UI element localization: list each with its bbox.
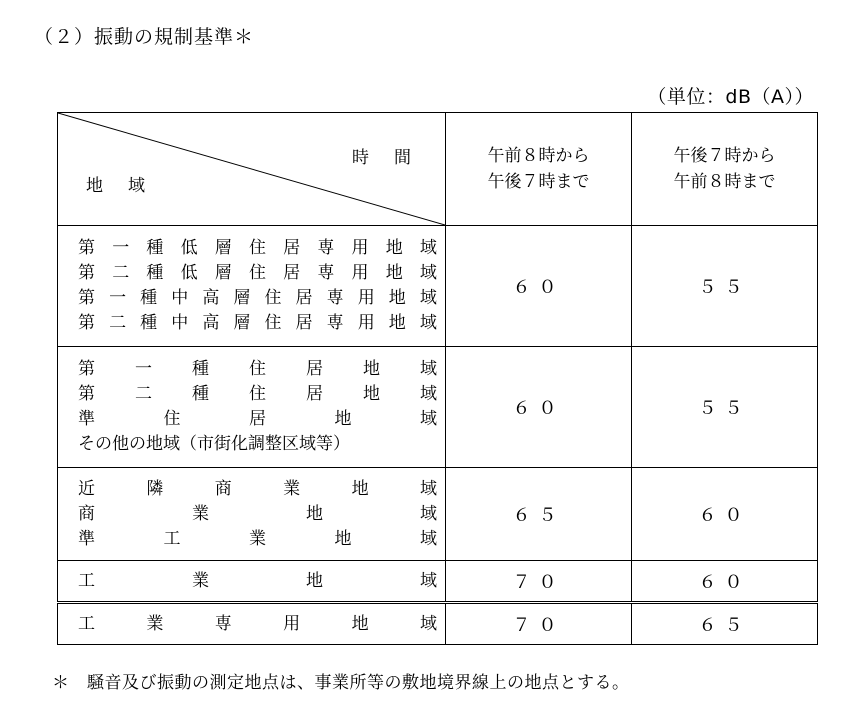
area-char: 地 <box>388 313 406 333</box>
area-char: 業 <box>283 478 301 499</box>
area-name <box>78 236 437 261</box>
table-row <box>58 603 818 645</box>
area-char: 第 <box>78 359 95 379</box>
area-char: 第 <box>78 263 95 283</box>
area-char: 域 <box>419 263 437 283</box>
area-char: 用 <box>351 238 369 258</box>
area-cell <box>58 468 446 561</box>
area-char: 業 <box>192 503 209 524</box>
area-char: 地 <box>351 613 369 634</box>
diagonal-header-cell <box>58 113 446 226</box>
area-char: 準 <box>78 528 95 549</box>
nighttime-limit: ６０ <box>632 468 818 561</box>
area-char: 第 <box>78 384 95 404</box>
area-char: 域 <box>420 409 437 429</box>
area-char: 層 <box>233 288 251 308</box>
area-char: 地 <box>334 528 352 549</box>
table-row <box>58 347 818 468</box>
area-char: 中 <box>171 313 189 333</box>
area-char: 用 <box>357 288 375 308</box>
area-cell <box>58 347 446 468</box>
area-name <box>78 357 437 382</box>
area-char: 域 <box>420 503 437 524</box>
area-char: 地 <box>334 409 352 429</box>
area-char: 業 <box>249 528 266 549</box>
diagonal-line <box>58 113 445 225</box>
area-char: 層 <box>214 238 232 258</box>
area-char: 層 <box>233 313 251 333</box>
area-char: 地 <box>306 570 323 591</box>
area-cell <box>58 603 446 645</box>
area-char: 種 <box>146 263 164 283</box>
area-name <box>78 502 437 527</box>
area-char: 二 <box>109 313 127 333</box>
area-char: 一 <box>112 238 130 258</box>
daytime-limit: ６５ <box>446 468 632 561</box>
area-char: 地 <box>385 238 403 258</box>
area-name <box>78 261 437 286</box>
area-char: 種 <box>140 288 158 308</box>
area-char: 用 <box>357 313 375 333</box>
area-char: 域 <box>420 528 437 549</box>
area-char: 用 <box>283 613 301 634</box>
area-char: 二 <box>135 384 152 404</box>
area-name <box>78 569 437 594</box>
area-char: 用 <box>351 263 369 283</box>
vibration-standards-table <box>57 112 818 645</box>
area-char: 低 <box>180 238 198 258</box>
area-name <box>78 527 437 552</box>
area-char: 住 <box>249 359 266 379</box>
area-char: 居 <box>306 359 323 379</box>
area-char: 工 <box>163 528 181 549</box>
area-char: 種 <box>192 359 209 379</box>
area-char: 中 <box>171 288 189 308</box>
area-char: 商 <box>214 478 232 499</box>
area-char: 専 <box>317 263 335 283</box>
area-char: 地 <box>306 503 323 524</box>
area-char: 域 <box>419 288 437 308</box>
area-char: 地 <box>363 359 380 379</box>
area-name <box>78 311 437 336</box>
area-char: 住 <box>264 313 282 333</box>
area-char: 種 <box>140 313 158 333</box>
area-char: 住 <box>248 238 266 258</box>
area-char: 高 <box>202 288 220 308</box>
area-char: 層 <box>214 263 232 283</box>
area-char: 居 <box>295 288 313 308</box>
area-char: 専 <box>326 313 344 333</box>
area-char: 商 <box>78 503 95 524</box>
area-char: 地 <box>363 384 380 404</box>
area-char: 二 <box>112 263 130 283</box>
nighttime-limit: ６０ <box>632 561 818 603</box>
daytime-limit: ６０ <box>446 347 632 468</box>
area-char: 住 <box>264 288 282 308</box>
area-char: 工 <box>78 613 95 634</box>
header-area-label: 地 域 <box>86 176 149 196</box>
area-char: 地 <box>385 263 403 283</box>
header-daytime <box>446 113 632 226</box>
area-char: 居 <box>283 238 301 258</box>
daytime-limit: ７０ <box>446 603 632 645</box>
area-char: 低 <box>180 263 198 283</box>
header-row <box>58 113 818 226</box>
area-char: 一 <box>135 359 152 379</box>
table-row <box>58 561 818 603</box>
area-char: 域 <box>419 313 437 333</box>
area-cell <box>58 561 446 603</box>
area-char: 工 <box>78 570 95 591</box>
area-char: 準 <box>78 409 95 429</box>
area-char: 住 <box>163 409 181 429</box>
area-char: 隣 <box>146 478 164 499</box>
daytime-limit: ６０ <box>446 226 632 347</box>
area-char: 居 <box>249 409 266 429</box>
header-nighttime-line-2: 午前８時まで <box>673 172 776 192</box>
nighttime-limit: ５５ <box>632 347 818 468</box>
area-char: 域 <box>419 613 437 634</box>
area-char: 種 <box>146 238 164 258</box>
section-heading: （２）振動の規制基準＊ <box>34 26 255 48</box>
area-char: 第 <box>78 288 95 308</box>
area-char: 専 <box>317 238 335 258</box>
header-daytime-line-2: 午後７時まで <box>487 172 590 192</box>
area-char: 第 <box>78 313 95 333</box>
area-char: 域 <box>420 570 437 591</box>
area-char: 第 <box>78 238 95 258</box>
area-char: 一 <box>109 288 127 308</box>
nighttime-limit: ６５ <box>632 603 818 645</box>
area-char: その他の地域（市街化調整区域等） <box>78 434 350 454</box>
nighttime-limit: ５５ <box>632 226 818 347</box>
area-char: 業 <box>192 570 209 591</box>
area-char: 近 <box>78 478 95 499</box>
area-name <box>78 612 437 637</box>
area-char: 業 <box>146 613 164 634</box>
area-char: 居 <box>283 263 301 283</box>
unit-label: （単位：dB（A）） <box>647 86 814 108</box>
area-char: 居 <box>295 313 313 333</box>
area-name <box>78 286 437 311</box>
area-name <box>78 407 437 432</box>
daytime-limit: ７０ <box>446 561 632 603</box>
area-char: 地 <box>388 288 406 308</box>
area-char: 種 <box>192 384 209 404</box>
table-row <box>58 468 818 561</box>
area-char: 域 <box>420 359 437 379</box>
area-char: 高 <box>202 313 220 333</box>
area-char: 住 <box>248 263 266 283</box>
header-daytime-line-1: 午前８時から <box>487 146 590 166</box>
area-char: 域 <box>420 384 437 404</box>
header-nighttime <box>632 113 818 226</box>
table-row <box>58 226 818 347</box>
header-time-label: 時 間 <box>352 148 415 168</box>
area-char: 地 <box>351 478 369 499</box>
header-nighttime-line-1: 午後７時から <box>673 146 776 166</box>
area-name <box>78 382 437 407</box>
area-char: 居 <box>306 384 323 404</box>
area-cell <box>58 226 446 347</box>
area-char: 域 <box>419 478 437 499</box>
area-char: 域 <box>419 238 437 258</box>
area-char: 専 <box>326 288 344 308</box>
area-name <box>78 432 437 457</box>
area-name <box>78 477 437 502</box>
footnote: ＊ 騒音及び振動の測定地点は、事業所等の敷地境界線上の地点とする。 <box>52 673 630 693</box>
area-char: 専 <box>214 613 232 634</box>
area-char: 住 <box>249 384 266 404</box>
